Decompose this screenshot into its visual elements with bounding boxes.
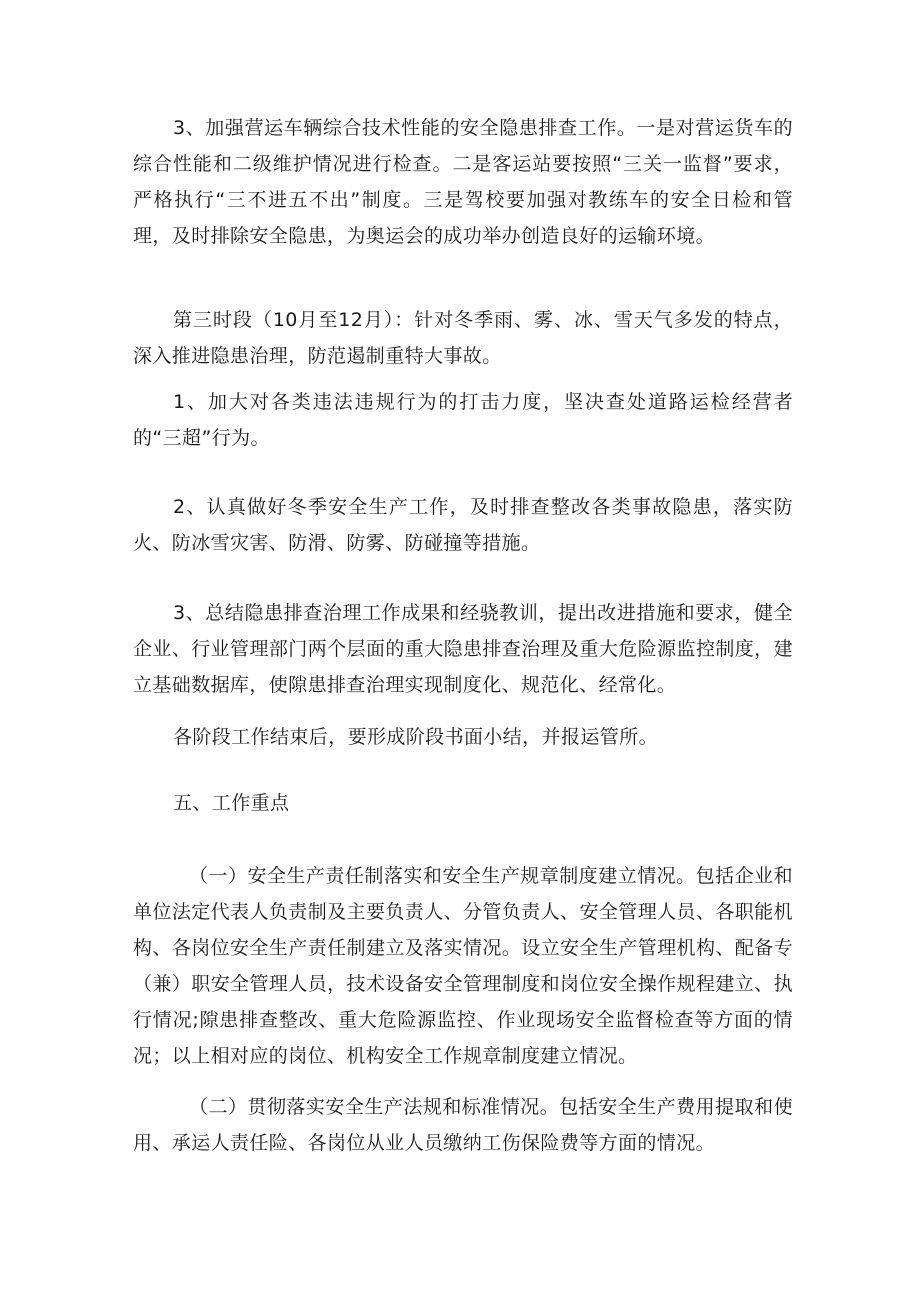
paragraph-third-period: 第三时段（10月至12月）：针对冬季雨、雾、冰、雪天气多发的特点，深入推进隐患治理，防范遏制重特大事故。 <box>133 309 793 367</box>
paragraph-vehicle-inspection: 3、加强营运车辆综合技术性能的安全隐患排查工作。一是对营运货车的综合性能和二级维护情况进行检查。二是客运站要按照“三关一监督”要求，严格执行“三不进五不出”制度。三是驾校要加强对教练车的安全日检和管理，及时排除安全隐患，为奥运会的成功举办创造良好的运输环境。 <box>133 117 793 247</box>
paragraph-enforcement: 1、加大对各类违法违规行为的打击力度，坚决查处道路运检经营者的“三超”行为。 <box>133 391 793 449</box>
paragraph-regulations: （二）贯彻落实安全生产法规和标准情况。包括安全生产费用提取和使用、承运人责任险、各岗位从业人员缴纳工伤保险费等方面的情况。 <box>133 1096 793 1154</box>
paragraph-stage-report: 各阶段工作结束后，要形成阶段书面小结，并报运管所。 <box>173 726 659 748</box>
section-heading-work-focus: 五、工作重点 <box>173 792 290 814</box>
paragraph-summary: 3、总结隐患排查治理工作成果和经骁教训，提出改进措施和要求，健全企业、行业管理部门两个层面的重大隐患排查治理及重大危险源监控制度，建立基础数据库，使隙患排查治理实现制度化、规范化、经常化。 <box>133 602 793 696</box>
paragraph-responsibility-system: （一）安全生产责任制落实和安全生产规章制度建立情况。包括企业和单位法定代表人负责制及主要负责人、分管负责人、安全管理人员、各职能机构、各岗位安全生产责任制建立及落实情况。设立安全生产管理机构、配备专（兼）职安全管理人员，技术设备安全管理制度和岗位安全操作规程建立、执行情况;隙患排查整改、重大危险源监控、作业现场安全监督检查等方面的情况；以上相对应的岗位、机构安全工作规章制度建立情况。 <box>133 865 793 1067</box>
paragraph-winter-safety: 2、认真做好冬季安全生产工作，及时排查整改各类事故隐患，落实防火、防冰雪灾害、防滑、防雾、防碰撞等措施。 <box>133 496 793 554</box>
